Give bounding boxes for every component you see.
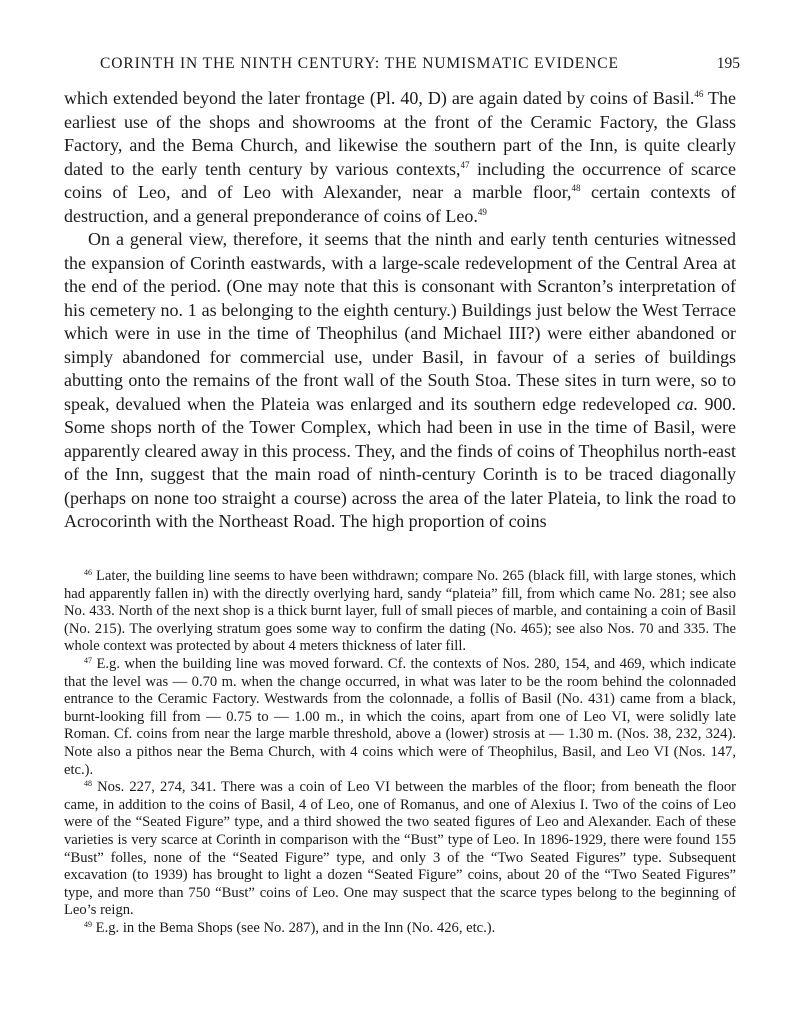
footnote-number: 49 bbox=[84, 919, 92, 929]
footnote-text: Later, the building line seems to have been withdrawn; compare No. 265 (black fill, with large stones, which had apparently fallen in) with the directly overlying hard, sandy “plateia” fill, from which came No. 281; see also No. 433. North of the next shop is a thick burnt layer, full of small pieces of marble, and containing a coin of Basil (No. 215). The overlying stratum goes some way to confirm the dating (No. 465); see also Nos. 70 and 335. The whole context was protected by about 4 meters thickness of later fill. bbox=[64, 568, 736, 655]
p2-text-b: 900. Some shops north of the Tower Complex, which had been in use in the time of Basil, were apparently cleared away in this process. They, and the finds of coins of Theophilus north-east of the Inn, suggest that the main road of ninth-century Corinth is to be traced diagonally (perhaps on none too straight a course) across the area of the later Plateia, to link the road to Acrocorinth with the Northeast Road. The high proportion of coins bbox=[64, 393, 736, 531]
footnote-ref-46: 46 bbox=[694, 89, 704, 99]
footnote-48 bbox=[64, 779, 736, 920]
footnote-49 bbox=[64, 920, 736, 938]
circa-abbrev: ca. bbox=[676, 393, 699, 414]
footnote-text: E.g. in the Bema Shops (see No. 287), and in the Inn (No. 426, etc.). bbox=[95, 919, 496, 936]
p1-text-a: which extended beyond the later frontage (Pl. 40, D) are again dated by coins of Basil. bbox=[64, 88, 695, 108]
page-number: 195 bbox=[716, 55, 740, 72]
footnote-number: 48 bbox=[84, 779, 92, 789]
footnote-ref-47: 47 bbox=[460, 159, 470, 170]
footnote-number: 47 bbox=[84, 655, 92, 665]
paragraph-1 bbox=[64, 87, 736, 228]
p2-text-a: On a general view, therefore, it seems that the ninth and early tenth centuries witnessed the expansion of Corinth eastwards, with a large-scale redevelopment of the Central Area at the end of the period. (One may note that this is consonant with Scranton’s interpretation of his cemetery no. 1 as belonging to the eighth century.) Buildings just below the West Terrace which were in use in the time of Theophilus (and Michael III?) were either abandoned or simply abandoned for commercial use, under Basil, in favour of a series of buildings abutting onto the remains of the front wall of the South Stoa. These sites in turn were, so to speak, devalued when the Plateia was enlarged and its southern edge redeveloped bbox=[64, 229, 736, 414]
paragraph-2 bbox=[64, 228, 736, 534]
footnote-text: E.g. when the building line was moved forward. Cf. the contexts of Nos. 280, 154, and 469, which indicate that the level was — 0.70 m. when the change occurred, in what was later to be the room behind the colonnaded entrance to the Ceramic Factory. Westwards from the colonnade, a follis of Basil (No. 431) came from a black, burnt-looking fill from — 0.75 to — 1.00 m., in which the coins, apart from one of Leo VI, were solidly late Roman. Cf. coins from near the large marble threshold, above a (lower) strosis at — 1.30 m. (Nos. 38, 232, 324). Note also a pithos near the Bema Church, with 4 coins which were of Theophilus, Basil, and Leo VI (Nos. 147, etc.). bbox=[64, 655, 736, 778]
footnote-ref-48: 48 bbox=[571, 183, 581, 193]
p1-text-d: certain contexts of destruction, and a general preponderance of coins of Leo. bbox=[64, 182, 736, 226]
footnote-text: Nos. 227, 274, 341. There was a coin of Leo VI between the marbles of the floor; from beneath the floor came, in addition to the coins of Basil, 4 of Leo, one of Romanus, and one of Alexius I. Two of the coins of Leo were of the “Seated Figure” type, and a third showed the two seated figures of Leo and Alexander. Each of these varieties is very scarce at Corinth in comparison with the “Bust” type of Leo. In 1896-1929, there were found 155 “Bust” folles, none of the “Seated Figure” type, and only 3 of the “Two Seated Figures” type. Subsequent excavation (to 1939) has brought to light a dozen “Seated Figure” coins, about 20 of the “Two Seated Figures” type, and more than 750 “Bust” coins of Leo. One may suspect that the scarce types belong to the beginning of Leo’s reign. bbox=[64, 779, 736, 919]
running-title: CORINTH IN THE NINTH CENTURY: THE NUMISMATIC EVIDENCE bbox=[100, 55, 619, 72]
p1-text-b: The earliest use of the shops and showrooms at the front of the Ceramic Factory, the Glass Factory, and the Bema Church, and likewise the southern part of the Inn, is quite clearly dated to the early tenth century by various contexts, bbox=[64, 88, 736, 179]
footnote-number: 46 bbox=[84, 568, 92, 577]
footnote-46 bbox=[64, 568, 736, 656]
body-text bbox=[64, 87, 736, 534]
footnote-47 bbox=[64, 656, 736, 779]
footnote-ref-49: 49 bbox=[477, 206, 487, 217]
footnotes bbox=[64, 568, 736, 937]
p1-text-c: including the occurrence of scarce coins of Leo, and of Leo with Alexander, near a marble floor, bbox=[64, 158, 736, 202]
